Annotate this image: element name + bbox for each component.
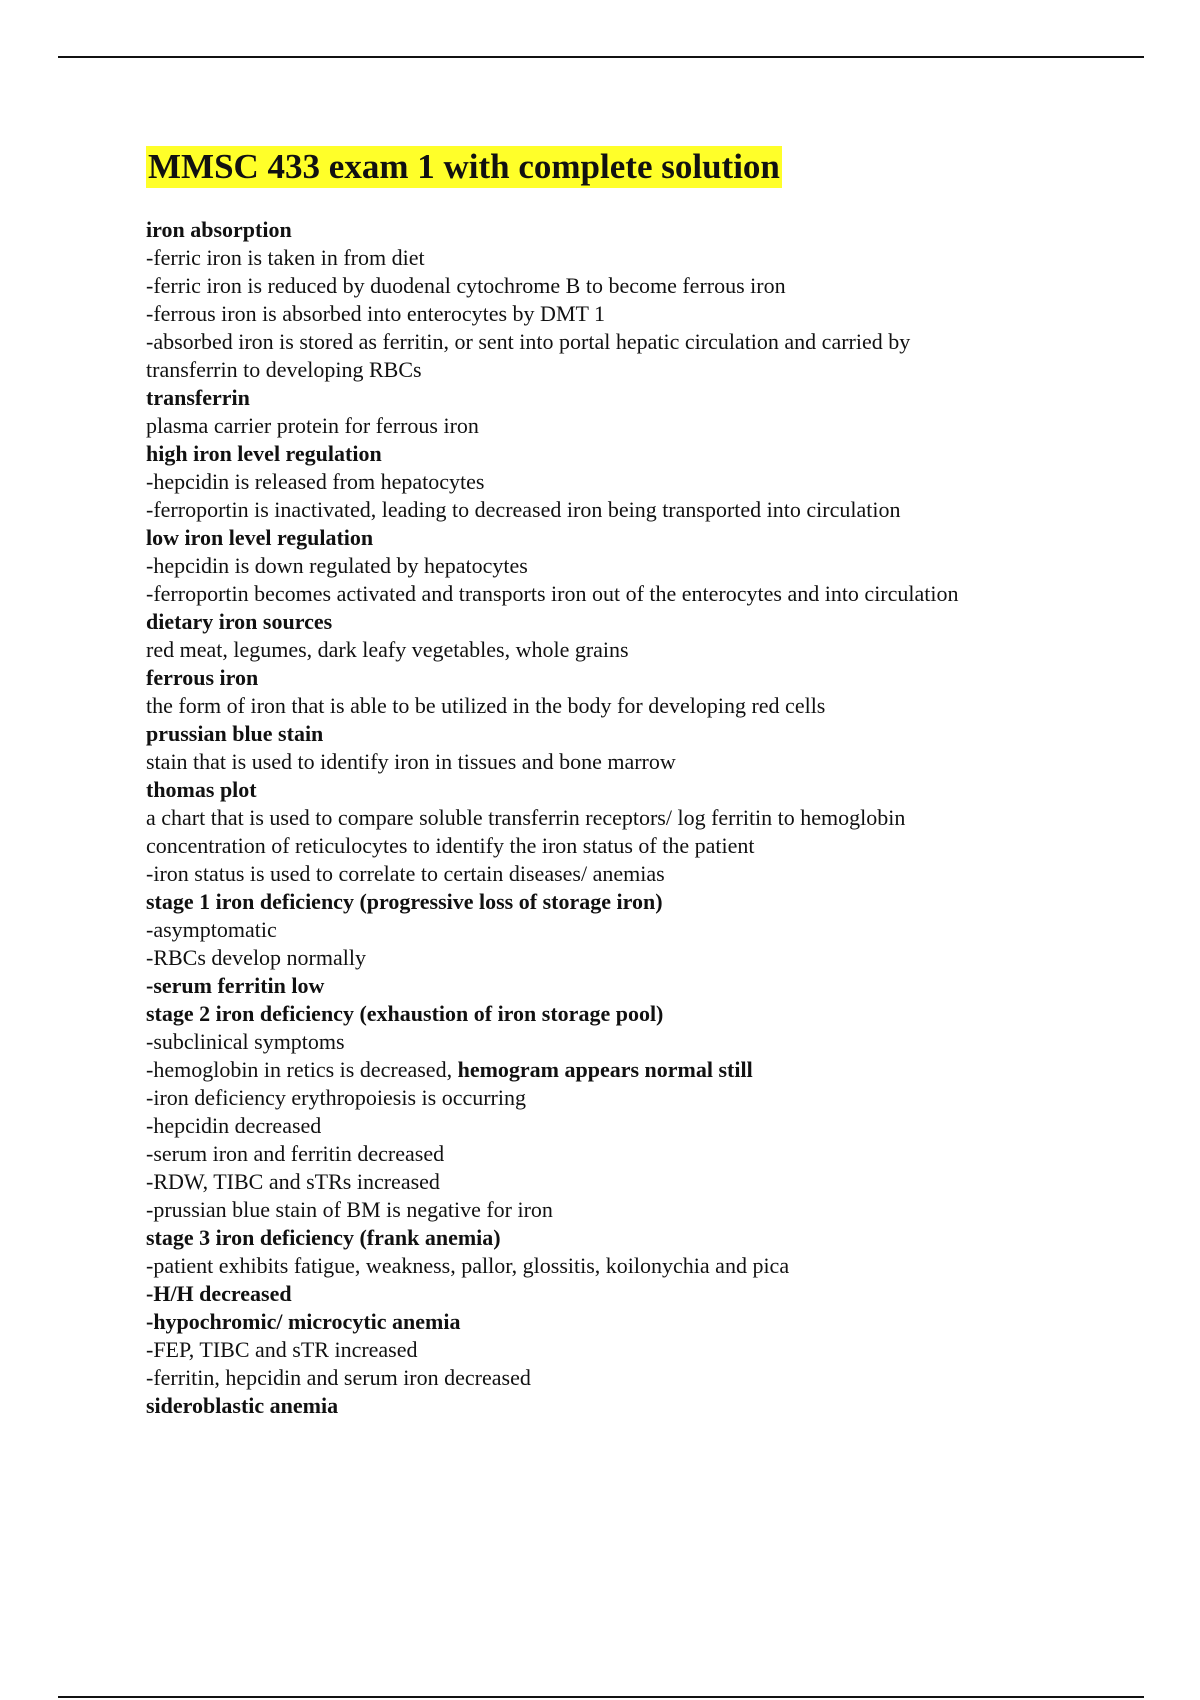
line-text: -hepcidin is released from hepatocytes: [146, 469, 485, 494]
line-text: -serum ferritin low: [146, 973, 325, 998]
section-heading: [146, 720, 1146, 748]
line-text: prussian blue stain: [146, 721, 324, 746]
section-heading: [146, 1000, 1146, 1028]
line-text: -serum iron and ferritin decreased: [146, 1141, 445, 1166]
line-text-emphasis: hemogram appears normal still: [457, 1057, 753, 1082]
line-text: the form of iron that is able to be utilized in the body for developing red cells: [146, 693, 826, 718]
line-text: -hepcidin decreased: [146, 1113, 322, 1138]
line-text: stage 3 iron deficiency (frank anemia): [146, 1225, 501, 1250]
body-line: [146, 468, 1146, 496]
body-line: [146, 944, 1146, 972]
line-text: a chart that is used to compare soluble transferrin receptors/ log ferritin to hemoglobin: [146, 805, 906, 830]
body-line: [146, 580, 1146, 608]
line-text: concentration of reticulocytes to identify the iron status of the patient: [146, 833, 755, 858]
body-line: [146, 1112, 1146, 1140]
title-block: [146, 146, 1146, 188]
body-line: [146, 636, 1146, 664]
document-body: [146, 146, 1146, 1420]
body-line: [146, 1336, 1146, 1364]
section-heading: [146, 524, 1146, 552]
body-line: [146, 272, 1146, 300]
line-text: -patient exhibits fatigue, weakness, pallor, glossitis, koilonychia and pica: [146, 1253, 790, 1278]
body-line: [146, 832, 1146, 860]
line-text: dietary iron sources: [146, 609, 333, 634]
line-text: transferrin to developing RBCs: [146, 357, 422, 382]
section-heading: [146, 608, 1146, 636]
line-text: -ferrous iron is absorbed into enterocytes by DMT 1: [146, 301, 606, 326]
document-lines: [146, 216, 1146, 1420]
body-line: [146, 916, 1146, 944]
section-heading: [146, 888, 1146, 916]
line-text: -ferric iron is taken in from diet: [146, 245, 425, 270]
section-heading: [146, 1280, 1146, 1308]
line-text: -ferric iron is reduced by duodenal cytochrome B to become ferrous iron: [146, 273, 786, 298]
line-text: -RBCs develop normally: [146, 945, 366, 970]
line-text: iron absorption: [146, 217, 292, 242]
line-text: -RDW, TIBC and sTRs increased: [146, 1169, 440, 1194]
body-line: [146, 860, 1146, 888]
body-line: [146, 552, 1146, 580]
line-text: -hemoglobin in retics is decreased,: [146, 1057, 458, 1082]
body-line: [146, 356, 1146, 384]
section-heading: [146, 972, 1146, 1000]
body-line: [146, 804, 1146, 832]
body-line: [146, 244, 1146, 272]
body-line: [146, 1364, 1146, 1392]
line-text: -asymptomatic: [146, 917, 277, 942]
body-line: [146, 412, 1146, 440]
body-line: [146, 300, 1146, 328]
section-heading: [146, 384, 1146, 412]
body-line: [146, 1252, 1146, 1280]
body-line: [146, 1196, 1146, 1224]
line-text: -prussian blue stain of BM is negative for iron: [146, 1197, 553, 1222]
line-text: -iron deficiency erythropoiesis is occurring: [146, 1085, 526, 1110]
body-line: [146, 496, 1146, 524]
body-line: [146, 328, 1146, 356]
body-line: [146, 1140, 1146, 1168]
line-text: -ferroportin is inactivated, leading to decreased iron being transported into circulation: [146, 497, 901, 522]
body-line: [146, 1084, 1146, 1112]
line-text: plasma carrier protein for ferrous iron: [146, 413, 479, 438]
line-text: thomas plot: [146, 777, 257, 802]
line-text: stage 1 iron deficiency (progressive loss of storage iron): [146, 889, 663, 914]
line-text: stage 2 iron deficiency (exhaustion of iron storage pool): [146, 1001, 664, 1026]
top-rule: [58, 56, 1144, 58]
section-heading: [146, 1392, 1146, 1420]
line-text: high iron level regulation: [146, 441, 382, 466]
line-text: transferrin: [146, 385, 250, 410]
section-heading: [146, 1224, 1146, 1252]
line-text: low iron level regulation: [146, 525, 374, 550]
line-text: -absorbed iron is stored as ferritin, or sent into portal hepatic circulation and carried by: [146, 329, 911, 354]
body-line: [146, 1056, 1146, 1084]
line-text: -hypochromic/ microcytic anemia: [146, 1309, 461, 1334]
line-text: ferrous iron: [146, 665, 259, 690]
document-title: MMSC 433 exam 1 with complete solution: [148, 147, 780, 186]
body-line: [146, 1028, 1146, 1056]
line-text: sideroblastic anemia: [146, 1393, 339, 1418]
line-text: -iron status is used to correlate to certain diseases/ anemias: [146, 861, 665, 886]
body-line: [146, 748, 1146, 776]
section-heading: [146, 440, 1146, 468]
line-text: -ferroportin becomes activated and transports iron out of the enterocytes and into circulation: [146, 581, 959, 606]
line-text: red meat, legumes, dark leafy vegetables, whole grains: [146, 637, 629, 662]
line-text: -FEP, TIBC and sTR increased: [146, 1337, 418, 1362]
section-heading: [146, 664, 1146, 692]
section-heading: [146, 1308, 1146, 1336]
body-line: [146, 692, 1146, 720]
bottom-rule: [58, 1696, 1144, 1698]
line-text: -subclinical symptoms: [146, 1029, 345, 1054]
line-text: -ferritin, hepcidin and serum iron decreased: [146, 1365, 531, 1390]
line-text: -H/H decreased: [146, 1281, 292, 1306]
body-line: [146, 1168, 1146, 1196]
section-heading: [146, 776, 1146, 804]
section-heading: [146, 216, 1146, 244]
line-text: -hepcidin is down regulated by hepatocytes: [146, 553, 528, 578]
line-text: stain that is used to identify iron in tissues and bone marrow: [146, 749, 676, 774]
